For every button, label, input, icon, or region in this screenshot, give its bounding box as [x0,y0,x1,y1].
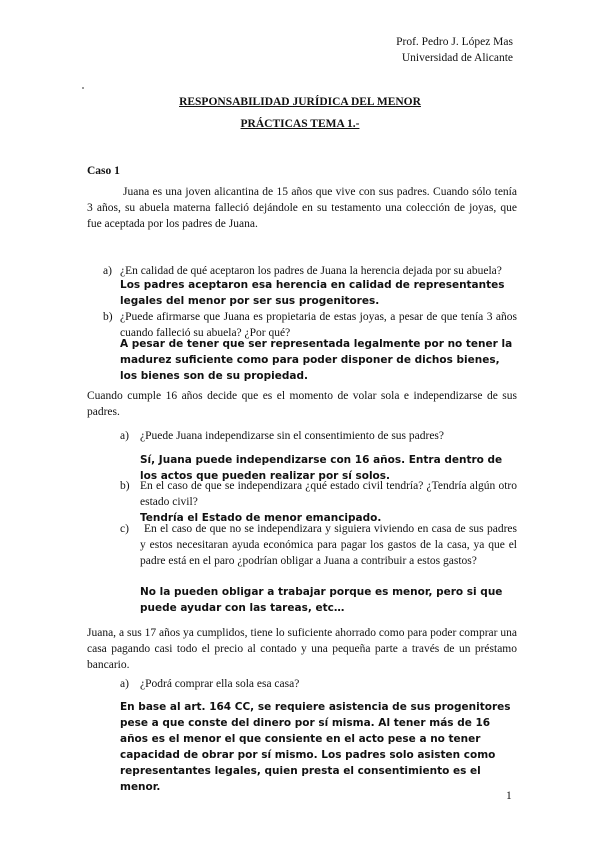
document-title: RESPONSABILIDAD JURÍDICA DEL MENOR [179,96,421,108]
page-number: 1 [506,790,512,802]
q3-a-label: a) [120,678,129,690]
q3-a-answer: En base al art. 164 CC, se requiere asistencia de sus progenitores pese a que conste del dinero por sí misma. Al tener más de 16 años es el menor el que consiente en el acto pese a no tener capacidad de obrar por sí mismo. Los padres solo asisten como representantes legales, quien presta el consentimiento es el menor. [120,701,511,793]
q2-c-label: c) [120,523,129,535]
q2-b-label: b) [120,480,130,492]
header-institution: Universidad de Alicante [401,52,513,64]
q2-a-answer: Sí, Juana puede independizarse con 16 años. Entra dentro de los actos que pueden realizar por sí solos. [140,454,503,482]
q1-b-label: b) [103,311,113,323]
q2-a-label: a) [120,430,129,442]
q1-b-answer: A pesar de tener que ser representada legalmente por no tener la madurez suficiente como para poder disponer de dichos bienes, los bienes son de su propiedad. [120,338,513,382]
q2-b-answer: Tendría el Estado de menor emancipado. [140,512,382,524]
q1-b-question: ¿Puede afirmarse que Juana es propietaria de estas joyas, a pesar de que tenía 3 años cuando falleció su abuela? ¿Por qué? [120,311,517,339]
header-author: Prof. Pedro J. López Mas [396,36,513,48]
q2-c-question: En el caso de que no se independizara y siguiera viviendo en casa de sus padres y estos necesitaran ayuda económica para pagar los gastos de la casa, ya que el padre está en el paro ¿podrían obligar a Juana a contribuir a estos gastos? [140,523,517,567]
paragraph-independence: Cuando cumple 16 años decide que es el momento de volar sola e independizarse de sus padres. [87,390,517,418]
paragraph-house-purchase: Juana, a sus 17 años ya cumplidos, tiene lo suficiente ahorrado como para poder comprar una casa pagando casi todo el precio al contado y una pequeña parte a través de un préstamo bancario. [87,627,517,671]
document-subtitle: PRÁCTICAS TEMA 1.- [240,118,360,130]
q2-b-question: En el caso de que se independizara ¿qué estado civil tendría? ¿Tendría algún otro estado civil? [140,480,517,508]
case-intro: Juana es una joven alicantina de 15 años que vive con sus padres. Cuando sólo tenía 3 años, su abuela materna falleció dejándole en su testamento una colección de joyas, que fue aceptada por los padres de Juana. [87,186,517,230]
q1-a-answer: Los padres aceptaron esa herencia en calidad de representantes legales del menor por ser sus progenitores. [120,279,505,307]
q1-a-question: ¿En calidad de qué aceptaron los padres de Juana la herencia dejada por su abuela? [120,265,502,277]
q2-c-answer: No la pueden obligar a trabajar porque es menor, pero si que puede ayudar con las tareas, etc… [140,586,503,614]
page-mark [82,87,84,89]
q1-a-label: a) [103,265,112,277]
q2-a-question: ¿Puede Juana independizarse sin el consentimiento de sus padres? [140,430,445,442]
case-heading: Caso 1 [87,165,120,177]
q3-a-question: ¿Podrá comprar ella sola esa casa? [140,678,300,690]
